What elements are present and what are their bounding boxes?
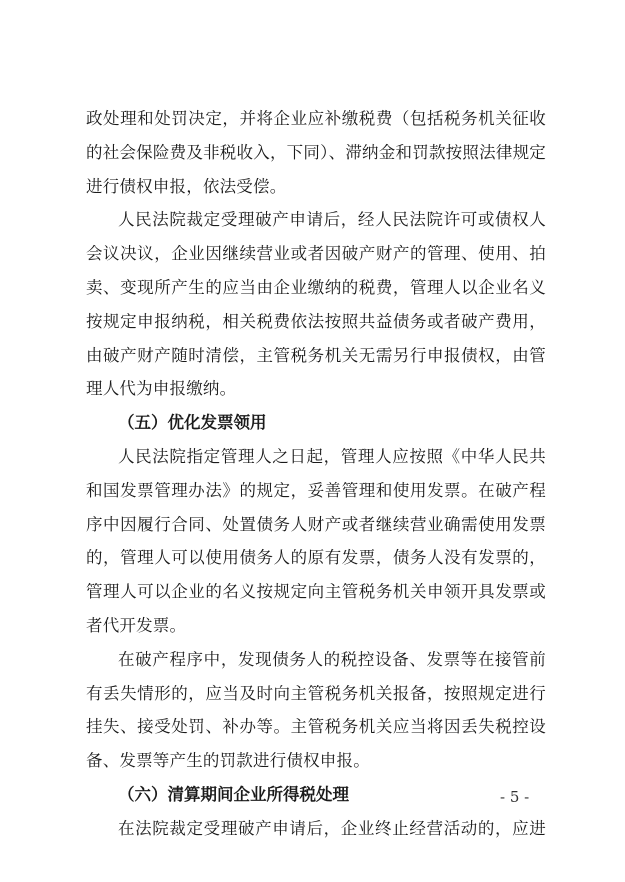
paragraph-line: 按规定申报纳税，相关税费依法按照共益债务或者破产费用， <box>86 311 546 331</box>
paragraph-line: 者代开发票。 <box>86 616 187 635</box>
paragraph-line: 人民法院裁定受理破产申请后，经人民法院许可或债权人 <box>118 210 546 230</box>
paragraph-line: 卖、变现所产生的应当由企业缴纳的税费，管理人以企业名义 <box>86 278 546 297</box>
section-heading: （六）清算期间企业所得税处理 <box>118 785 349 804</box>
paragraph-line: 理人代为申报缴纳。 <box>86 379 237 399</box>
paragraph-line: 会议决议，企业因继续营业或者因破产财产的管理、使用、拍 <box>86 244 546 264</box>
paragraph-line: 人民法院指定管理人之日起，管理人应按照《中华人民共 <box>118 447 546 466</box>
paragraph-line: 有丢失情形的，应当及时向主管税务机关报备，按照规定进行 <box>86 683 546 703</box>
paragraph-line: 在法院裁定受理破产申请后，企业终止经营活动的，应进 <box>118 818 546 838</box>
paragraph-line: 在破产程序中，发现债务人的税控设备、发票等在接管前 <box>118 649 546 669</box>
paragraph-line: 由破产财产随时清偿，主管税务机关无需另行申报债权，由管 <box>86 345 546 365</box>
section-heading: （五）优化发票领用 <box>118 413 267 433</box>
paragraph-line: 序中因履行合同、处置债务人财产或者继续营业确需使用发票 <box>86 514 546 534</box>
page-number: - 5 - <box>500 788 530 806</box>
paragraph-line: 挂失、接受处罚、补办等。主管税务机关应当将因丢失税控设 <box>86 717 546 737</box>
paragraph-line: 政处理和处罚决定，并将企业应补缴税费（包括税务机关征收 <box>86 109 546 128</box>
paragraph-line: 的社会保险费及非税收入，下同）、滞纳金和罚款按照法律规定 <box>86 142 546 162</box>
paragraph-line: 的，管理人可以使用债务人的原有发票，债务人没有发票的， <box>86 548 546 568</box>
paragraph-line: 管理人可以企业的名义按规定向主管税务机关申领开具发票或 <box>86 582 546 602</box>
paragraph-line: 备、发票等产生的罚款进行债权申报。 <box>86 751 370 771</box>
paragraph-line: 和国发票管理办法》的规定，妥善管理和使用发票。在破产程 <box>86 480 546 500</box>
paragraph-line: 进行债权申报，依法受偿。 <box>86 176 287 196</box>
